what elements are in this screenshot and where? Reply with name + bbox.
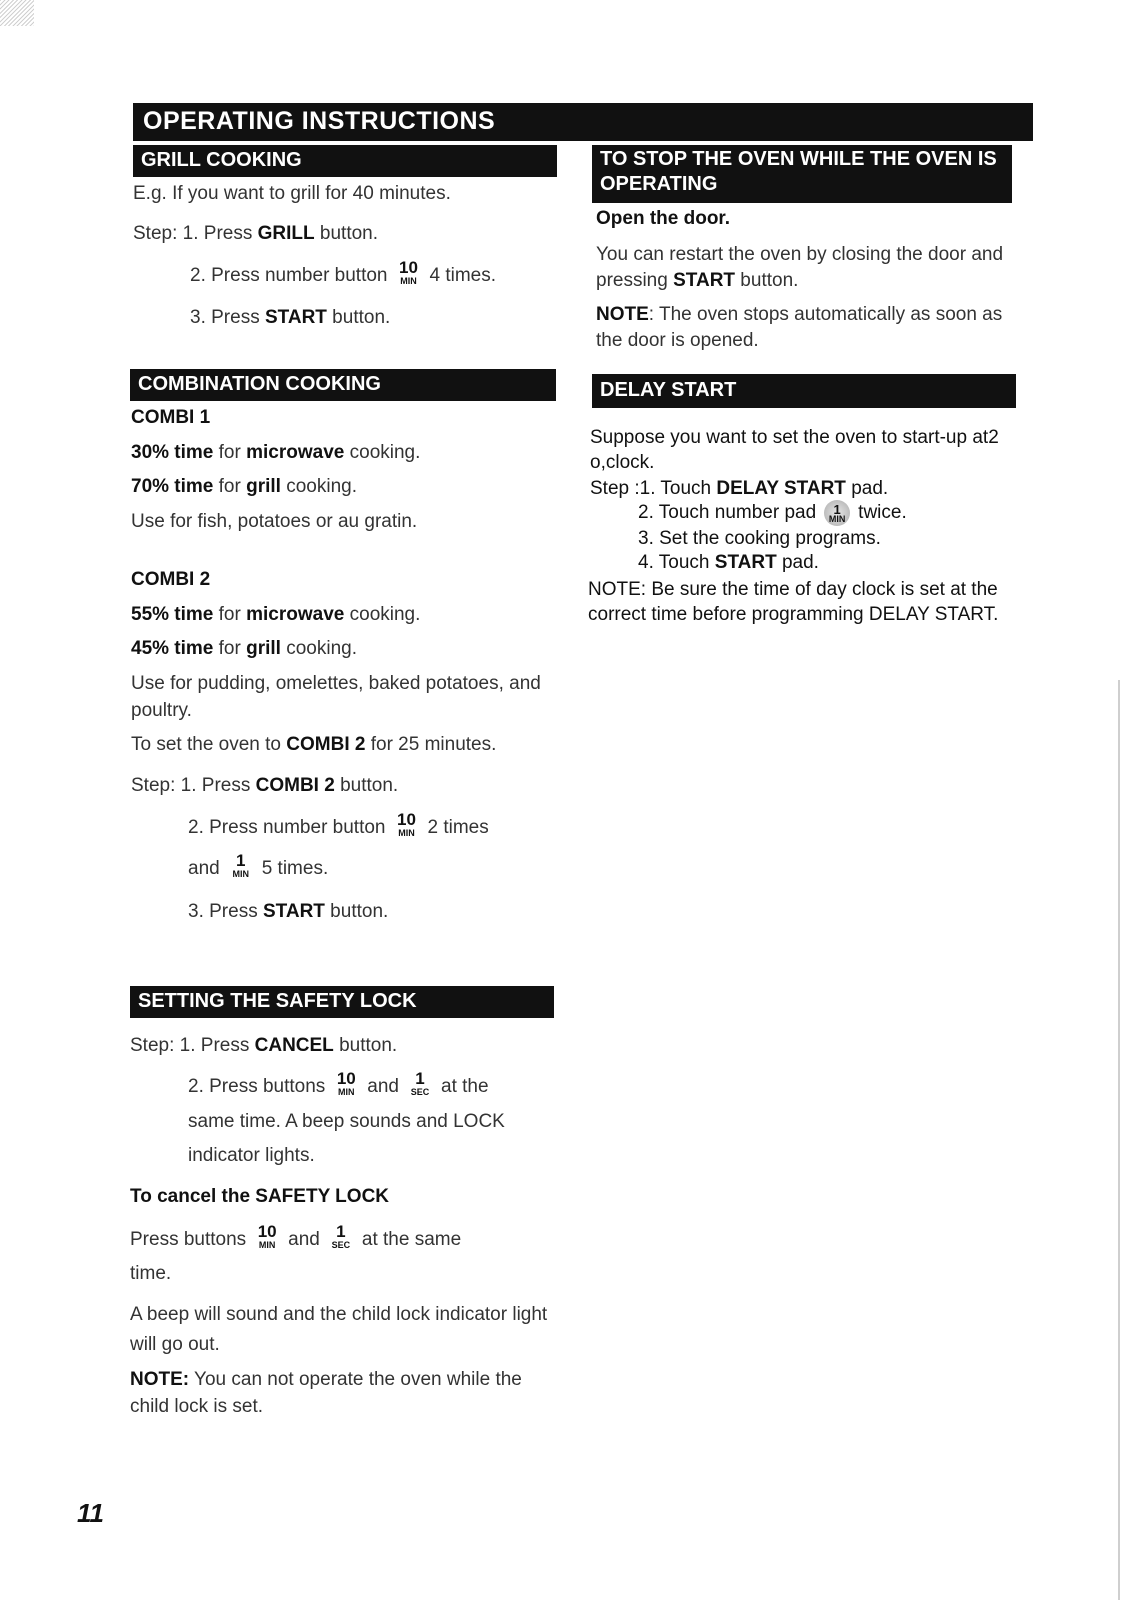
combi-2-use: Use for pudding, omelettes, baked potatoes, and poultry. [131,673,541,721]
safety-note: NOTE: You can not operate the oven while the child lock is set. [130,1369,522,1417]
delay-intro: Suppose you want to set the oven to start-up at2 o,clock. [590,427,999,473]
page-title: OPERATING INSTRUCTIONS [133,103,1033,141]
combi-1-line-2: 70% time for grill cooking. [131,476,357,497]
combi-2-step-2: 2. Press number button 10 MIN 2 times [188,814,489,841]
combi-2-step-3: 3. Press START button. [188,901,389,922]
cancel-safety-lock-text: Press buttons 10 MIN and 1 SEC at the same [130,1226,461,1253]
stop-note: NOTE: The oven stops automatically as soon as the door is opened. [596,304,1003,351]
combi-1-line-1: 30% time for microwave cooking. [131,442,421,463]
combi-2-line-2: 45% time for grill cooking. [131,638,357,659]
stop-oven-heading: TO STOP THE OVEN WHILE THE OVEN IS OPERATING [592,145,1012,203]
one-min-key-icon: 1 MIN [232,850,249,879]
grill-step-2: 2. Press number button 10 MIN 4 times. [190,262,496,289]
ten-min-key-icon: 10 MIN [397,809,416,838]
ten-min-key-icon: 10 MIN [257,1221,277,1250]
grill-cooking-heading: GRILL COOKING [133,145,557,177]
page-edge-line [1118,680,1120,1600]
delay-step-1: Step :1. Touch DELAY START pad. [590,478,889,499]
combi-2-set: To set the oven to COMBI 2 for 25 minutes. [131,734,497,755]
safety-beep-text: A beep will sound and the child lock indicator light will go out. [130,1304,548,1355]
safety-step-2-line-2: same time. A beep sounds and LOCK [188,1111,505,1132]
grill-step-3: 3. Press START button. [190,307,391,328]
ten-min-key-icon: 10 MIN [336,1068,356,1097]
delay-note: NOTE: Be sure the time of day clock is set at the correct time before programming DELAY START. [588,579,999,625]
delay-step-3: 3. Set the cooking programs. [638,528,881,549]
grill-example: E.g. If you want to grill for 40 minutes. [133,183,451,204]
open-door-title: Open the door. [596,208,731,229]
ten-min-key-icon: 10 MIN [399,257,418,286]
one-sec-key-icon: 1 SEC [331,1221,351,1250]
safety-step-1: Step: 1. Press CANCEL button. [130,1035,398,1056]
grill-step-1: Step: 1. Press GRILL button. [133,223,379,244]
combi-1-title: COMBI 1 [131,407,211,428]
stop-restart-text: You can restart the oven by closing the door and pressing START button. [596,244,1004,291]
scan-corner-artifact [0,0,34,26]
combi-2-line-1: 55% time for microwave cooking. [131,604,421,625]
delay-start-heading: DELAY START [592,374,1016,408]
safety-step-2: 2. Press buttons 10 MIN and 1 SEC at the [188,1073,489,1100]
delay-step-4: 4. Touch START pad. [638,552,819,573]
delay-step-2: 2. Touch number pad 1 MIN twice. [638,502,907,524]
combi-2-step-2b: and 1 MIN 5 times. [188,855,328,882]
cancel-safety-lock-text-2: time. [130,1263,172,1284]
combi-1-use: Use for fish, potatoes or au gratin. [131,511,418,532]
one-min-pad-icon: 1 MIN [824,500,850,526]
cancel-safety-lock-title: To cancel the SAFETY LOCK [130,1186,390,1207]
combi-2-step-1: Step: 1. Press COMBI 2 button. [131,775,399,796]
combination-cooking-heading: COMBINATION COOKING [130,369,556,401]
page-number: 11 [77,1498,104,1528]
one-sec-key-icon: 1 SEC [410,1068,430,1097]
safety-lock-heading: SETTING THE SAFETY LOCK [130,986,554,1018]
combi-2-title: COMBI 2 [131,569,211,590]
safety-step-2-line-3: indicator lights. [188,1145,315,1166]
